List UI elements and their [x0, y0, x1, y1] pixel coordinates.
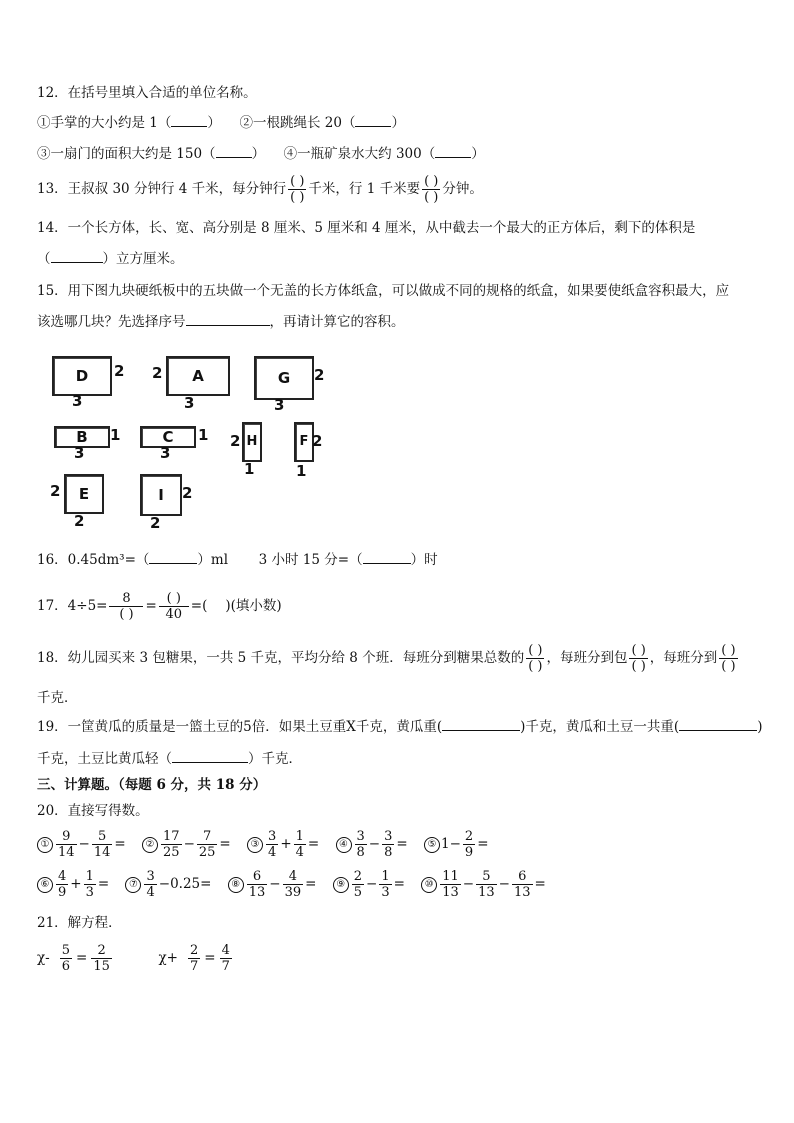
q20-item2-frac-a: $\frac{17}{25}$	[163, 829, 180, 860]
q16-text-d: ）时	[410, 552, 438, 568]
q12-item4-blank[interactable]	[435, 145, 471, 158]
q12-item1-text: 手掌的大小约是 1（	[50, 115, 172, 131]
q13-text-a: 13．王叔叔 30 分钟行 4 千米，每分钟行	[37, 181, 287, 197]
board-D-width: 3	[72, 392, 83, 410]
q20-item4-frac-b: $\frac{3}{8}$	[384, 829, 393, 860]
board-E-width: 2	[74, 512, 85, 530]
board-A-width: 3	[184, 394, 195, 412]
q20-item10-number: ⑩	[421, 877, 437, 893]
q13-fraction-speed[interactable]: $\frac{( )}{( )}$	[290, 174, 305, 205]
q20-item9-frac-a: $\frac{2}{5}$	[353, 869, 363, 900]
q13-text-c: 分钟。	[442, 181, 483, 197]
q20-item8-frac-a: $\frac{6}{13}$	[248, 869, 266, 900]
q14-open: （	[37, 251, 51, 267]
q21-title: 21．解方程．	[37, 915, 122, 931]
board-H-height: 2	[230, 432, 241, 450]
board-D-height: 2	[114, 362, 125, 380]
board-A: A	[166, 356, 230, 396]
q12-item1-number: ①	[37, 115, 51, 131]
q15-text-b: 该选哪几块？先选择序号	[37, 314, 186, 330]
q21-eq1-frac-a: $\frac{5}{6}$	[61, 943, 71, 974]
q12-item4-close: ）	[471, 146, 485, 162]
board-A-height: 2	[152, 364, 163, 382]
q18-fraction-3[interactable]: $\frac{( )}{( )}$	[721, 643, 736, 674]
q12-item4-number: ④	[283, 146, 298, 162]
q18-fraction-1[interactable]: $\frac{( )}{( )}$	[528, 643, 543, 674]
q21-equations: χ- $\frac{5}{6}$ = $\frac{2}{15}$ χ+ $\frac{2}{7}$ = $\frac{4}{7}$	[37, 943, 230, 974]
q19-line2	[37, 750, 302, 768]
section-3-heading: 三、计算题。（每题 6 分，共 18 分）	[37, 777, 267, 793]
q14-line1: 14．一个长方体，长、宽、高分别是 8 厘米、5 厘米和 4 厘米，从中截去一个最大的正方体后，剩下的体积是	[37, 220, 696, 236]
q20-item1-number: ①	[37, 837, 53, 853]
q12-item1-blank[interactable]	[171, 114, 207, 127]
q20-item6-frac-b: $\frac{1}{3}$	[85, 869, 94, 900]
board-F-height: 2	[312, 432, 323, 450]
q19-text-e: ）千克．	[248, 751, 302, 767]
q19-text-d: 千克，土豆比黄瓜轻（	[37, 751, 172, 767]
board-I-width: 2	[150, 514, 161, 532]
q15-blank[interactable]	[186, 313, 270, 326]
q21-eq2-x: χ+	[158, 950, 178, 966]
board-B-width: 3	[74, 444, 85, 462]
board-H: H	[242, 422, 262, 462]
q13-text-b: 千米，行 1 千米要	[308, 181, 421, 197]
board-E: E	[64, 474, 104, 514]
board-C-width: 3	[160, 444, 171, 462]
q17-fraction-1[interactable]: $\frac{8}{( )}$	[109, 591, 143, 622]
q20-item3-frac-a: $\frac{3}{4}$	[268, 829, 277, 860]
q20-item6-frac-a: $\frac{4}{9}$	[58, 869, 67, 900]
q20-item10-frac-a: $\frac{11}{13}$	[442, 869, 459, 900]
q17-text-c: )(填小数)	[225, 598, 282, 614]
q20-item3-number: ③	[247, 837, 263, 853]
q21-eq1-frac-b: $\frac{2}{15}$	[93, 943, 110, 974]
q14-line2	[37, 250, 184, 268]
q12-item2-close: ）	[391, 115, 405, 131]
board-D: D	[52, 356, 112, 396]
q12-row1	[37, 114, 405, 132]
board-B: B	[54, 426, 110, 448]
board-G-width: 3	[274, 396, 285, 414]
q20-item10-frac-b: $\frac{5}{13}$	[478, 869, 495, 900]
q20-item1-frac-b: $\frac{5}{14}$	[93, 829, 111, 860]
q19-text-a: 19．一筐黄瓜的质量是一篮土豆的5倍．如果土豆重X千克，黄瓜重(	[37, 719, 443, 735]
q16	[37, 551, 438, 569]
q20-row1: ① $\frac{9}{14}$ − $\frac{5}{14}$ = ② $\frac{17}{25}$ − $\frac{7}{25}$ = ③ $\frac{3}{4}$ + $\frac{1}{4}$ = ④ $\frac{3}{8}$ − $\frac{3}{8}$ = ⑤ 1− $\frac{2}{9}$ =	[37, 826, 489, 862]
q18-fraction-2[interactable]: $\frac{( )}{( )}$	[631, 643, 646, 674]
q20-item5-number: ⑤	[424, 837, 440, 853]
q16-text-a: 16．0.45dm³=（	[37, 552, 150, 568]
cardboard-figure	[40, 350, 340, 540]
q20-item8-number: ⑧	[228, 877, 244, 893]
q12-item1-close: ）	[207, 115, 221, 131]
q17	[37, 588, 282, 624]
q12-title: 12．在括号里填入合适的单位名称。	[37, 85, 257, 101]
q17-text-b: =(	[190, 598, 208, 614]
q12-item4-text: 一瓶矿泉水大约 300（	[297, 146, 436, 162]
q17-fraction-2[interactable]: $\frac{( )}{40}$	[159, 591, 189, 622]
board-G-height: 2	[314, 366, 325, 384]
q20-item4-frac-a: $\frac{3}{8}$	[356, 829, 365, 860]
q20-item7-number: ⑦	[125, 877, 141, 893]
q20-item4-number: ④	[336, 837, 352, 853]
q19-blank-cucumber[interactable]	[442, 718, 520, 731]
board-I-height: 2	[182, 484, 193, 502]
q20-item5-frac: $\frac{2}{9}$	[464, 829, 474, 860]
q15-line1: 15．用下图九块硬纸板中的五块做一个无盖的长方体纸盒，可以做成不同的规格的纸盒，如果要使纸盒容积最大，应	[37, 283, 730, 299]
q12-item2-number: ②	[239, 115, 253, 131]
q12-item3-text: 一扇门的面积大约是 150（	[50, 146, 216, 162]
q12-item2-blank[interactable]	[355, 114, 391, 127]
q12-item3-close: ）	[251, 146, 266, 162]
q19-text-c: )	[757, 719, 763, 735]
board-C-height: 1	[198, 426, 209, 444]
q20-row2: ⑥ $\frac{4}{9}$ + $\frac{1}{3}$ = ⑦ $\frac{3}{4}$ −0.25= ⑧ $\frac{6}{13}$ − $\frac{4}{39}$ = ⑨ $\frac{2}{5}$ − $\frac{1}{3}$ = ⑩ $\frac{11}{13}$ − $\frac{5}{13}$ − $\frac{6}{13}$ =	[37, 866, 546, 902]
q14-close: ）立方厘米。	[102, 251, 184, 267]
q18-text-c: ，每班分到	[649, 650, 718, 666]
q15-line2	[37, 313, 405, 331]
q20-item6-number: ⑥	[37, 877, 53, 893]
q18-text-b: ，每班分到包	[546, 650, 628, 666]
q20-item2-number: ②	[142, 837, 158, 853]
board-E-height: 2	[50, 482, 61, 500]
q16-text-b: ）ml	[197, 552, 229, 568]
q21-eq2-frac-b: $\frac{4}{7}$	[221, 943, 230, 974]
q12-item2-text: 一根跳绳长 20（	[252, 115, 356, 131]
q19-blank-difference[interactable]	[172, 750, 248, 763]
q17-text-a: 17．4÷5=	[37, 598, 108, 614]
q14-blank[interactable]	[51, 250, 103, 263]
q20-title: 20．直接写得数。	[37, 803, 149, 819]
q20-item8-frac-b: $\frac{4}{39}$	[284, 869, 302, 900]
q21-eq1-x: χ-	[37, 950, 50, 966]
q20-item10-frac-c: $\frac{6}{13}$	[513, 869, 531, 900]
q12-item3-blank[interactable]	[216, 145, 252, 158]
q18-text-a: 18．幼儿园买来 3 包糖果，一共 5 千克，平均分给 8 个班．每班分到糖果总数的	[37, 650, 525, 666]
q17-equals: =	[145, 598, 157, 614]
q16-blank-ml[interactable]	[149, 551, 197, 564]
q15-text-c: ，再请计算它的容积。	[269, 314, 405, 330]
board-B-height: 1	[110, 426, 121, 444]
q20-item7-frac: $\frac{3}{4}$	[146, 869, 155, 900]
q20-item9-number: ⑨	[333, 877, 349, 893]
board-G: G	[254, 356, 314, 400]
q21-eq2-frac-a: $\frac{2}{7}$	[189, 943, 199, 974]
board-I: I	[140, 474, 182, 516]
q20-item3-frac-b: $\frac{1}{4}$	[295, 829, 304, 860]
q13	[37, 172, 483, 206]
board-F-width: 1	[296, 462, 307, 480]
q19-line1	[37, 718, 762, 736]
board-C: C	[140, 426, 196, 448]
q12-item3-number: ③	[37, 146, 51, 162]
q19-blank-total[interactable]	[679, 718, 757, 731]
q16-text-c: 3 小时 15 分=（	[258, 552, 363, 568]
board-F: F	[294, 422, 314, 462]
q20-item1-frac-a: $\frac{9}{14}$	[58, 829, 75, 860]
q12-row2	[37, 145, 485, 163]
q20-item9-frac-b: $\frac{1}{3}$	[381, 869, 390, 900]
q18-line1	[37, 640, 740, 676]
q19-text-b: )千克，黄瓜和土豆一共重(	[520, 719, 680, 735]
q16-blank-hours[interactable]	[363, 551, 411, 564]
q18-line2: 千克．	[37, 690, 78, 706]
q20-item2-frac-b: $\frac{7}{25}$	[198, 829, 216, 860]
q13-fraction-time[interactable]: $\frac{( )}{( )}$	[424, 174, 439, 205]
board-H-width: 1	[244, 460, 255, 478]
